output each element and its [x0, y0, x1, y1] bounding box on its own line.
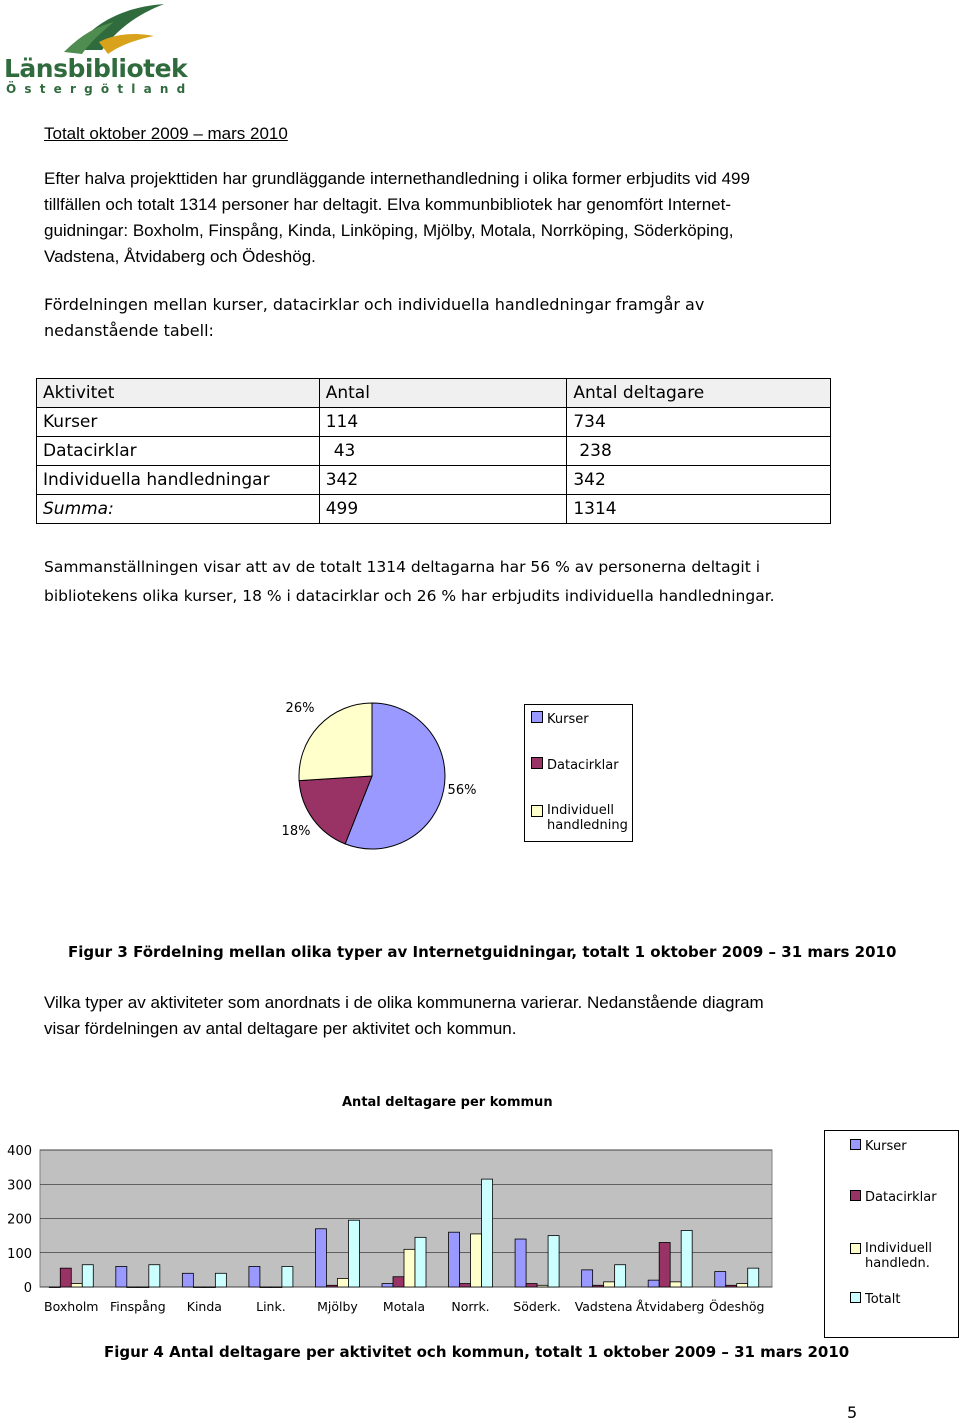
bar [659, 1242, 670, 1287]
text-line: guidningar: Boxholm, Finspång, Kinda, Linköping, Mjölby, Motala, Norrköping, Söderköping, [44, 221, 734, 240]
bar [82, 1265, 93, 1287]
bar [715, 1272, 726, 1287]
legend-label: Kurser [865, 1139, 907, 1154]
text-line: Vilka typer av aktiviteter som anordnats i de olika kommunerna varierar. Nedanstående diagram [44, 993, 764, 1012]
bar [404, 1249, 415, 1287]
bar [326, 1285, 337, 1287]
table-row [37, 495, 831, 524]
bar [315, 1229, 326, 1287]
table-cell: 342 [567, 466, 831, 495]
legend-item [850, 1139, 907, 1154]
bar [393, 1277, 404, 1287]
bar [138, 1287, 149, 1288]
figure-4-caption: Figur 4 Antal deltagare per aktivitet och kommun, totalt 1 oktober 2009 – 31 mars 2010 [104, 1343, 850, 1361]
bar [526, 1284, 537, 1287]
table-cell: Summa: [37, 495, 320, 524]
bar [726, 1285, 737, 1287]
bar [271, 1287, 282, 1288]
text-line: bibliotekens olika kurser, 18 % i datacirklar och 26 % har erbjudits individuella handledningar. [44, 587, 775, 605]
activity-table [36, 378, 831, 524]
table-cell: Kurser [37, 408, 320, 437]
legend-item [531, 803, 631, 833]
bar [382, 1284, 393, 1287]
x-tick-label: Åtvidaberg [635, 1299, 705, 1314]
header-cell: Antal [319, 379, 567, 408]
bar [593, 1285, 604, 1287]
bar [460, 1284, 471, 1287]
x-tick-label: Ödeshög [708, 1299, 765, 1314]
legend-item [850, 1190, 937, 1205]
page-number: 5 [847, 1403, 858, 1422]
table-cell: 342 [319, 466, 567, 495]
x-tick-label: Norrk. [451, 1299, 490, 1314]
header-cell: Aktivitet [37, 379, 320, 408]
pie-data-label: 26% [285, 701, 315, 716]
legend-item [850, 1292, 900, 1307]
figure-3-caption: Figur 3 Fördelning mellan olika typer av Internetguidningar, totalt 1 oktober 2009 – 31 mars 2010 [68, 943, 897, 961]
bar [182, 1273, 193, 1287]
bar [415, 1237, 426, 1287]
summary-paragraph [44, 553, 934, 611]
table-cell: Individuella handledningar [37, 466, 320, 495]
section-heading: Totalt oktober 2009 – mars 2010 [44, 124, 288, 143]
table-cell: 238 [567, 437, 831, 466]
bar [681, 1230, 692, 1287]
bar [471, 1234, 482, 1287]
bar [482, 1179, 493, 1287]
bar [548, 1236, 559, 1287]
logo-name: Länsbibliotek [4, 54, 188, 83]
bar [193, 1287, 204, 1288]
bar [449, 1232, 460, 1287]
x-tick-label: Söderk. [513, 1299, 561, 1314]
bar [49, 1287, 60, 1288]
text-line: Vadstena, Åtvidaberg och Ödeshög. [44, 247, 316, 266]
bar [260, 1287, 271, 1288]
bar [615, 1265, 626, 1287]
bar [127, 1287, 138, 1288]
text-line: tillfällen och totalt 1314 personer har deltagit. Elva kommunbibliotek har genomfört Internet- [44, 195, 731, 214]
x-tick-label: Vadstena [574, 1299, 633, 1314]
legend-item [850, 1241, 950, 1271]
legend-label: Totalt [865, 1292, 901, 1307]
y-tick-label: 0 [23, 1281, 32, 1296]
text-line: Efter halva projekttiden har grundläggande internethandledning i olika former erbjudits vid 499 [44, 169, 750, 188]
bar-legend [824, 1130, 959, 1338]
legend-swatch [850, 1243, 861, 1254]
y-tick-label: 200 [7, 1212, 32, 1228]
legend-swatch [850, 1292, 861, 1303]
bar [537, 1285, 548, 1287]
table-cell: 43 [319, 437, 567, 466]
table-row [37, 437, 831, 466]
table-cell: 1314 [567, 495, 831, 524]
bar [282, 1266, 293, 1287]
y-tick-label: 100 [7, 1246, 32, 1262]
table-cell: 734 [567, 408, 831, 437]
bar [748, 1268, 759, 1287]
legend-label: Datacirklar [865, 1190, 937, 1205]
x-tick-label: Link. [256, 1299, 286, 1314]
bar [249, 1266, 260, 1287]
text-line: Fördelningen mellan kurser, datacirklar och individuella handledningar framgår av [44, 295, 705, 314]
legend-item [531, 711, 589, 727]
bar [215, 1273, 226, 1287]
bar-chart [0, 1135, 800, 1335]
pie-data-label: 18% [281, 824, 311, 839]
x-tick-label: Motala [382, 1299, 426, 1314]
municipality-paragraph [44, 990, 924, 1042]
legend-label: Individuell handledning [547, 803, 628, 833]
legend-label: Kurser [547, 712, 589, 727]
legend-swatch [531, 711, 543, 723]
y-tick-label: 400 [7, 1144, 32, 1159]
x-tick-label: Finspång [109, 1299, 166, 1314]
table-intro-paragraph [44, 292, 924, 344]
pie-legend [524, 704, 633, 842]
bar [648, 1280, 659, 1287]
table-row [37, 408, 831, 437]
bar [337, 1278, 348, 1287]
bar [670, 1282, 681, 1287]
logo-bird-icon [4, 2, 174, 62]
legend-swatch [850, 1139, 861, 1150]
table-header-row [37, 379, 831, 408]
bar [737, 1284, 748, 1287]
text-line: Sammanställningen visar att av de totalt 1314 deltagarna har 56 % av personerna deltagit i [44, 558, 761, 576]
legend-item [531, 757, 619, 773]
table-cell: Datacirklar [37, 437, 320, 466]
y-tick-label: 300 [7, 1178, 32, 1194]
legend-swatch [850, 1190, 861, 1201]
legend-label: Datacirklar [547, 758, 619, 773]
bar [604, 1282, 615, 1287]
table-cell: 499 [319, 495, 567, 524]
bar [204, 1287, 215, 1288]
table-row [37, 466, 831, 495]
logo [4, 2, 194, 98]
bar [60, 1268, 71, 1287]
x-tick-label: Kinda [186, 1299, 222, 1314]
bar [582, 1270, 593, 1287]
x-tick-label: Mjölby [317, 1299, 358, 1314]
intro-paragraph [44, 166, 924, 270]
bar [71, 1284, 82, 1287]
bar [116, 1266, 127, 1287]
text-line: nedanstående tabell: [44, 321, 214, 340]
bar [149, 1265, 160, 1287]
logo-subtitle: Östergötland [6, 82, 194, 96]
legend-swatch [531, 805, 543, 817]
bar-chart-title: Antal deltagare per kommun [342, 1095, 553, 1110]
legend-swatch [531, 757, 543, 769]
table-cell: 114 [319, 408, 567, 437]
pie-data-label: 56% [447, 783, 477, 798]
x-tick-label: Boxholm [44, 1299, 99, 1314]
bar [348, 1220, 359, 1287]
legend-label: Individuell handledn. [865, 1241, 932, 1271]
header-cell: Antal deltagare [567, 379, 831, 408]
bar [515, 1239, 526, 1287]
text-line: visar fördelningen av antal deltagare per aktivitet och kommun. [44, 1019, 517, 1038]
